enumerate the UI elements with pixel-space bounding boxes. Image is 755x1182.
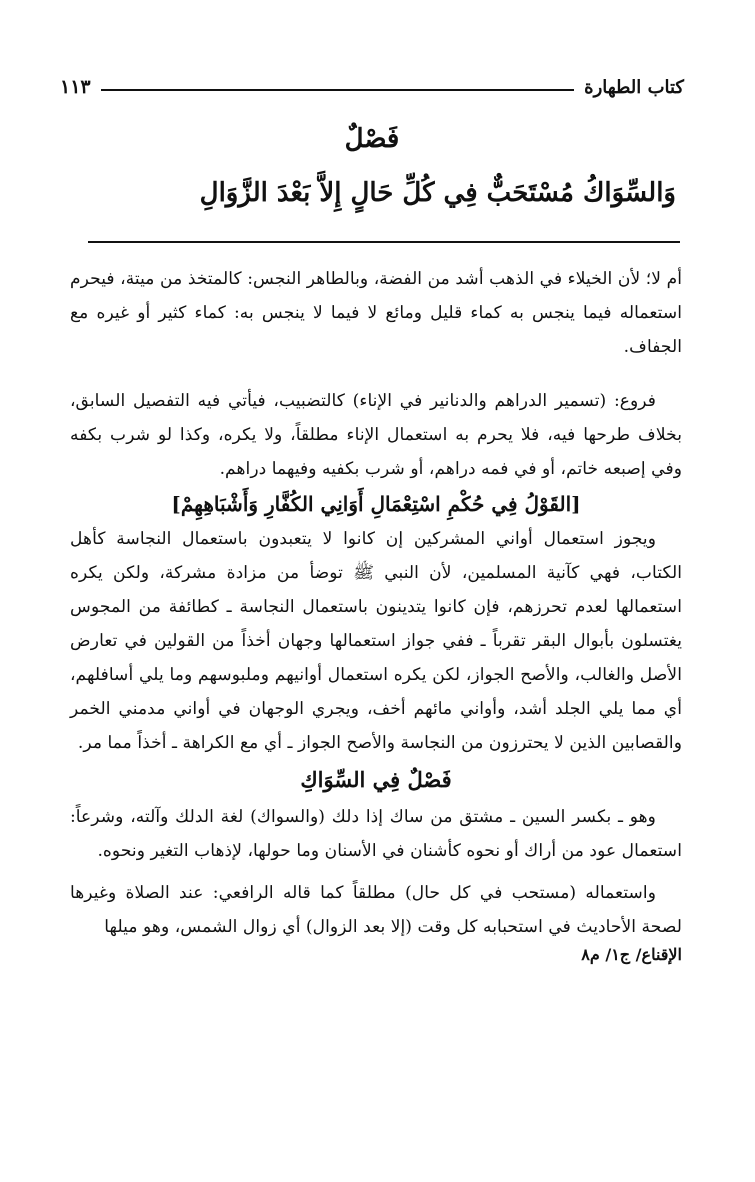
commentary-body <box>70 262 682 966</box>
subheading-kuffar-vessels: [القَوْلُ فِي حُكْمِ اسْتِعْمَالِ أَوَانِي الكُفَّارِ وَأَشْبَاهِهِمْ] <box>171 492 581 516</box>
matn-text: وَالسِّوَاكُ مُسْتَحَبٌّ فِي كُلِّ حَالٍ إِلاَّ بَعْدَ الزَّوَالِ <box>199 178 676 208</box>
paragraph-siwak-definition: وهو ـ بكسر السين ـ مشتق من ساك إذا دلك (والسواك) لغة الدلك وآلته، وشرعاً: استعمال عود من أراك أو نحوه كأشنان في الأسنان وما حولها، لإذهاب التغير ونحوه. <box>70 807 682 861</box>
paragraph-furu: فروع: (تسمير الدراهم والدنانير في الإناء) كالتضبيب، فيأتي فيه التفصيل السابق، بخلاف طرحها فيه، فلا يحرم به استعمال الإناء مطلقاً، ولا يكره، وكذا لو شرب بكفه وفي إصبعه خاتم، أو في فمه دراهم، أو شرب بكفيه وفيهما دراهم. <box>70 391 682 479</box>
paragraph-continuation: أم لا؛ لأن الخيلاء في الذهب أشد من الفضة، وبالطاهر النجس: كالمتخذ من ميتة، فيحرم استعماله فيما ينجس به كماء قليل ومائع لا فيما لا ينجس به: كماء كثير أو غيره مع الجفاف. <box>70 269 682 357</box>
matn-section-title: فَصْلٌ <box>344 124 400 154</box>
footer-reference: الإقناع/ ج١/ م٨ <box>581 945 682 964</box>
paragraph-siwak-ruling: واستعماله (مستحب في كل حال) مطلقاً كما قاله الرافعي: عند الصلاة وغيرها لصحة الأحاديث في استحبابه كل وقت (إلا بعد الزوال) أي زوال الشمس، وهو ميلها <box>70 883 682 937</box>
paragraph-vessels: ويجوز استعمال أواني المشركين إن كانوا لا يتعبدون باستعمال النجاسة كأهل الكتاب، فهي كآنية المسلمين، لأن النبي ﷺ توضأ من مزادة مشركة، ولكن يكره استعمالها لعدم تحرزهم، فإن كانوا يتدينون باستعمال النجاسة ـ كطائفة من المجوس يغتسلون بأبوال البقر تقرباً ـ ففي جواز استعمالها وجهان أخذاً من القولين في تعارض الأصل والغالب، والأصح الجواز، لكن يكره استعمال أوانيهم وملبوسهم وما يلي أسافلهم، أي مما يلي الجلد أشد، وأواني مائهم أخف، ويجري الوجهان في أواني مدمني الخمر والقصابين الذين لا يحترزون من النجاسة والأصح الجواز ـ أي مع الكراهة ـ أخذاً مما مر. <box>70 529 682 753</box>
page-number: ١١٣ <box>60 76 91 98</box>
header-rule <box>101 89 575 91</box>
running-header <box>60 74 684 100</box>
section-title-siwak: فَصْلٌ فِي السِّوَاكِ <box>300 767 452 792</box>
book-title: كتاب الطهارة <box>584 76 684 98</box>
matn-divider <box>88 241 680 243</box>
